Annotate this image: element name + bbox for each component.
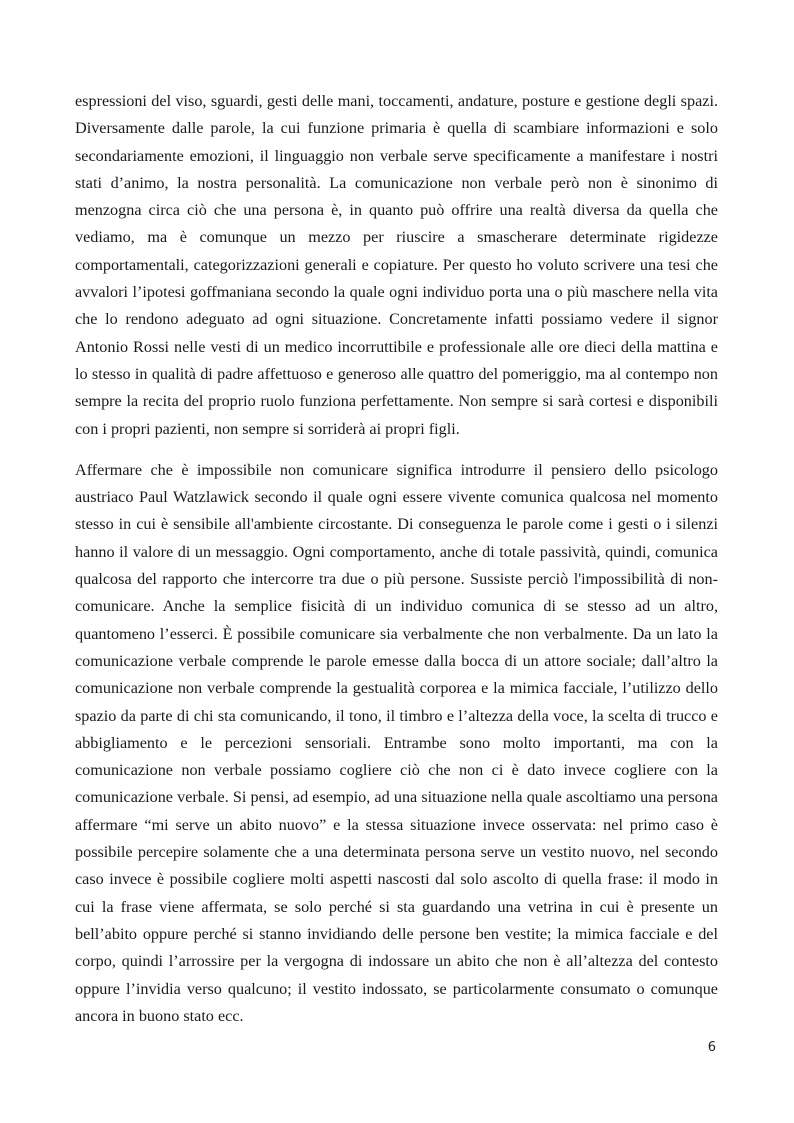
document-page xyxy=(75,88,718,1030)
body-paragraph-1: espressioni del viso, sguardi, gesti delle mani, toccamenti, andature, posture e gestione degli spazi. Diversamente dalle parole, la cui funzione primaria è quella di scambiare informazioni e solo secondariamente emozioni, il linguaggio non verbale serve specificamente a manifestare i nostri stati d’animo, la nostra personalità. La comunicazione non verbale però non è sinonimo di menzogna circa ciò che una persona è, in quanto può offrire una realtà diversa da quella che vediamo, ma è comunque un mezzo per riuscire a smascherare determinate rigidezze comportamentali, categorizzazioni generali e copiature. Per questo ho voluto scrivere una tesi che avvalori l’ipotesi goffmaniana secondo la quale ogni individuo porta una o più maschere nella vita che lo rendono adeguato ad ogni situazione. Concretamente infatti possiamo vedere il signor Antonio Rossi nelle vesti di un medico incorruttibile e professionale alle ore dieci della mattina e lo stesso in qualità di padre affettuoso e generoso alle quattro del pomeriggio, ma al contempo non sempre la recita del proprio ruolo funziona perfettamente. Non sempre si sarà cortesi e disponibili con i propri pazienti, non sempre si sorriderà ai propri figli. xyxy=(75,92,718,438)
body-paragraph-2: Affermare che è impossibile non comunicare significa introdurre il pensiero dello psicologo austriaco Paul Watzlawick secondo il quale ogni essere vivente comunica qualcosa nel momento stesso in cui è sensibile all'ambiente circostante. Di conseguenza le parole come i gesti o i silenzi hanno il valore di un messaggio. Ogni comportamento, anche di totale passività, quindi, comunica qualcosa del rapporto che intercorre tra due o più persone. Sussiste perciò l'impossibilità di non-comunicare. Anche la semplice fisicità di un individuo comunica di se stesso ad un altro, quantomeno l’esserci. È possibile comunicare sia verbalmente che non verbalmente. Da un lato la comunicazione verbale comprende le parole emesse dalla bocca di un attore sociale; dall’altro la comunicazione non verbale comprende la gestualità corporea e la mimica facciale, l’utilizzo dello spazio da parte di chi sta comunicando, il tono, il timbro e l’altezza della voce, la scelta di trucco e abbigliamento e le percezioni sensoriali. Entrambe sono molto importanti, ma con la comunicazione non verbale possiamo cogliere ciò che non ci è dato invece cogliere con la comunicazione verbale. Si pensi, ad esempio, ad una situazione nella quale ascoltiamo una persona affermare “mi serve un abito nuovo” e la stessa situazione invece osservata: nel primo caso è possibile percepire solamente che a una determinata persona serve un vestito nuovo, nel secondo caso invece è possibile cogliere molti aspetti nascosti dal solo ascolto di quella frase: il modo in cui la frase viene affermata, se solo perché si sta guardando una vetrina in cui è presente un bell’abito oppure perché si stanno invidiando delle persone ben vestite; la mimica facciale e del corpo, quindi l’arrossire per la vergogna di indossare un abito che non è all’altezza del contesto oppure l’invidia verso qualcuno; il vestito indossato, se particolarmente consumato o comunque ancora in buono stato ecc. xyxy=(75,460,718,1025)
page-number: 6 xyxy=(707,1040,716,1055)
